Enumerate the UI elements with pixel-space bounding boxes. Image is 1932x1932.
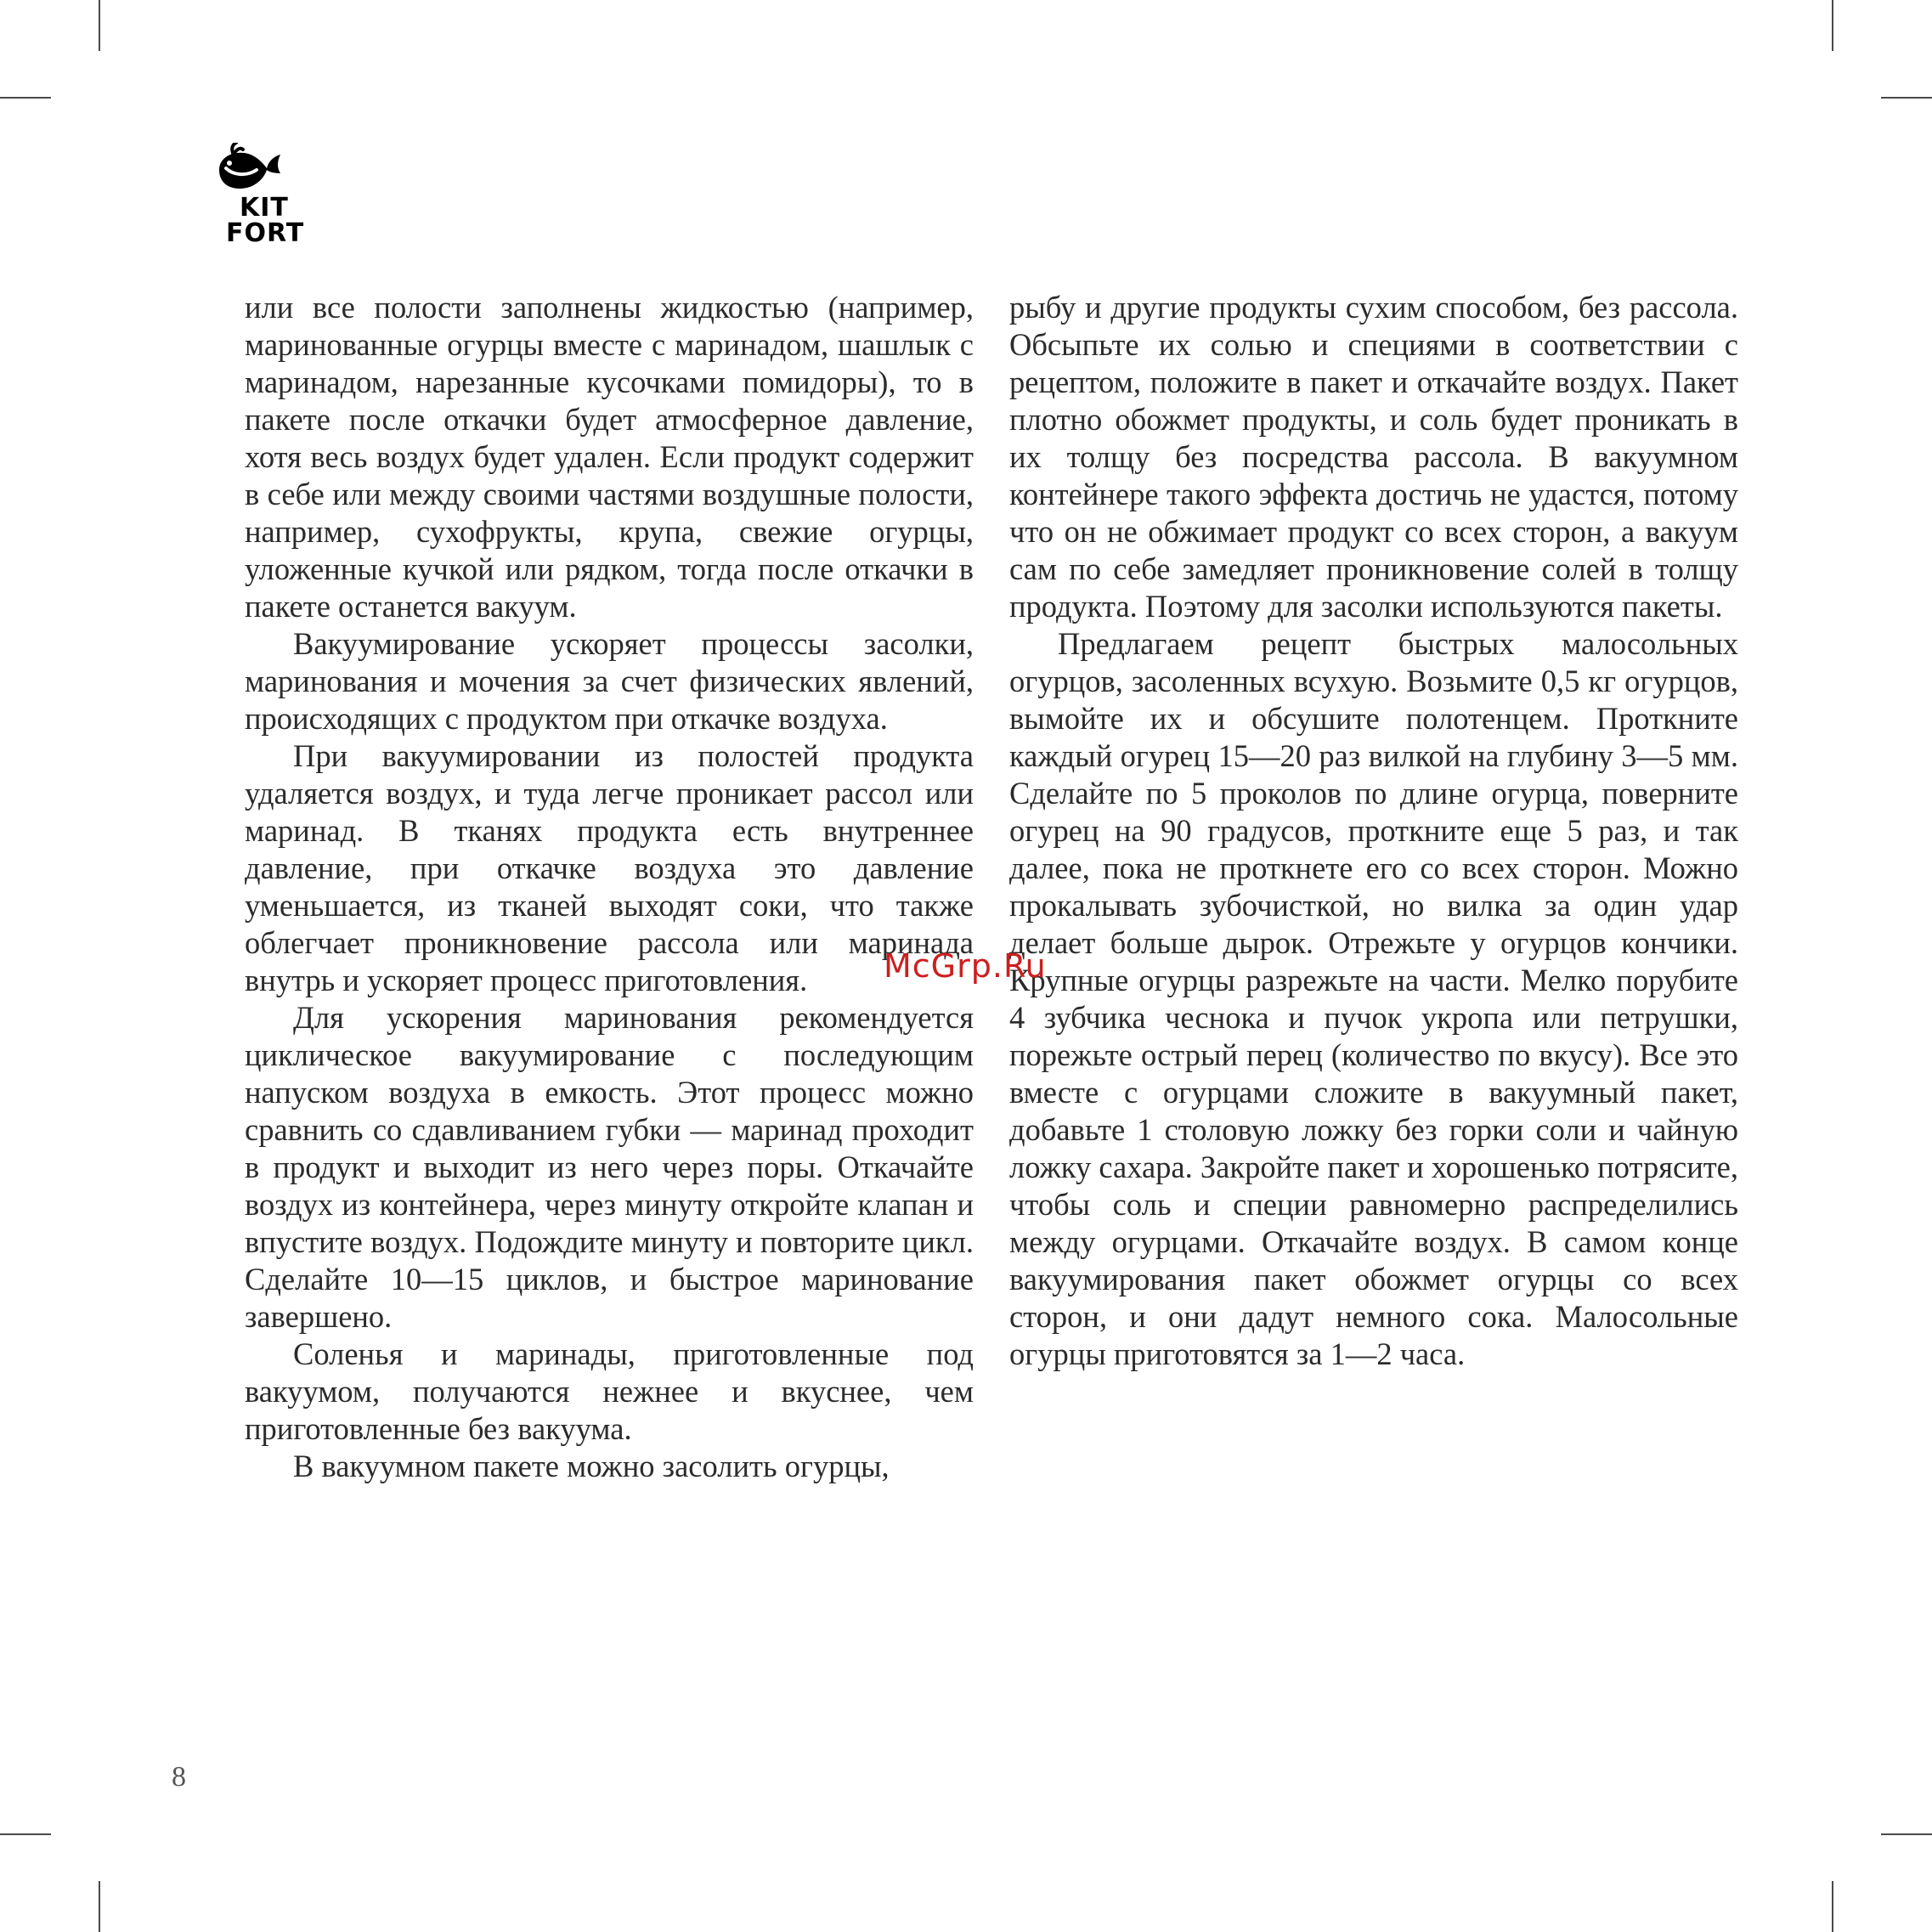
crop-mark	[1832, 1881, 1833, 1932]
whale-icon	[212, 143, 289, 195]
logo-text-fort: FORT	[226, 218, 305, 248]
paragraph: Соленья и маринады, приготовленные под вакуумом, получаются нежнее и вкуснее, чем приготовленные без вакуума.	[245, 1336, 974, 1446]
paragraph: или все полости заполнены жидкостью (например, маринованные огурцы вместе с маринадом, шашлык с маринадом, нарезанные кусочками помидоры), то в пакете после откачки будет атмосферное давление, хотя весь воздух будет удален. Если продукт содержит в себе или между своими частями воздушные полости, например, сухофрукты, крупа, свежие огурцы, уложенные кучкой или рядком, тогда после откачки в пакете останется вакуум.	[245, 290, 974, 624]
paragraph: Для ускорения маринования рекомендуется циклическое вакуумирование с последующим напуском воздуха в емкость. Этот процесс можно сравнить со сдавливанием губки — маринад проходит в продукт и выходит из него через поры. Откачайте воздух из контейнера, через минуту откройте клапан и впустите воздух. Подождите минуту и повторите цикл. Сделайте 10—15 циклов, и быстрое маринование завершено.	[245, 1000, 974, 1334]
paragraph: Вакуумирование ускоряет процессы засолки, маринования и мочения за счет физических явлений, происходящих с продуктом при откачке воздуха.	[245, 626, 974, 736]
watermark: McGrp.Ru	[884, 947, 1047, 985]
right-text-column	[1009, 289, 1738, 1373]
crop-mark	[1881, 97, 1932, 99]
paragraph: рыбу и другие продукты сухим способом, без рассола. Обсыпьте их солью и специями в соответствии с рецептом, положите в пакет и откачайте воздух. Пакет плотно обожмет продукты, и соль будет проникать в их толщу без посредства рассола. В вакуумном контейнере такого эффекта достичь не удастся, потому что он не обжимает продукт со всех сторон, а вакуум сам по себе замедляет проникновение солей в толщу продукта. Поэтому для засолки используются пакеты.	[1009, 290, 1738, 624]
crop-mark	[99, 0, 100, 51]
paragraph: В вакуумном пакете можно засолить огурцы,	[293, 1449, 890, 1483]
crop-mark	[99, 1881, 100, 1932]
crop-mark	[1881, 1833, 1932, 1835]
crop-mark	[0, 97, 51, 99]
kitfort-logo	[212, 143, 340, 253]
logo-text-kit: KIT	[240, 193, 289, 223]
page-number: 8	[172, 1761, 186, 1793]
paragraph: Предлагаем рецепт быстрых малосольных огурцов, засоленных всухую. Возьмите 0,5 кг огурцов, вымойте их и обсушите полотенцем. Проткните каждый огурец 15—20 раз вилкой на глубину 3—5 мм. Сделайте по 5 проколов по длине огурца, поверните огурец на 90 градусов, проткните еще 5 раз, и так далее, пока не проткнете его со всех сторон. Можно прокалывать зубочисткой, но вилка за один удар делает больше дырок. Отрежьте у огурцов кончики. Крупные огурцы разрежьте на части. Мелко порубите 4 зубчика чеснока и пучок укропа или петрушки, порежьте острый перец (количество по вкусу). Все это вместе с огурцами сложите в вакуумный пакет, добавьте 1 столовую ложку без горки соли и чайную ложку сахара. Закройте пакет и хорошенько потрясите, чтобы соль и специи равномерно распределились между огурцами. Откачайте воздух. В самом конце вакуумирования пакет обожмет огурцы со всех сторон, и они дадут немного сока. Малосольные огурцы приготовятся за 1—2 часа.	[1009, 626, 1738, 1371]
crop-mark	[1832, 0, 1833, 51]
left-text-column	[245, 289, 974, 1485]
paragraph: При вакуумировании из полостей продукта удаляется воздух, и туда легче проникает рассол или маринад. В тканях продукта есть внутреннее давление, при откачке воздуха это давление уменьшается, из тканей выходят соки, что также облегчает проникновение рассола или маринада внутрь и ускоряет процесс приготовления.	[245, 738, 974, 997]
crop-mark	[0, 1833, 51, 1835]
